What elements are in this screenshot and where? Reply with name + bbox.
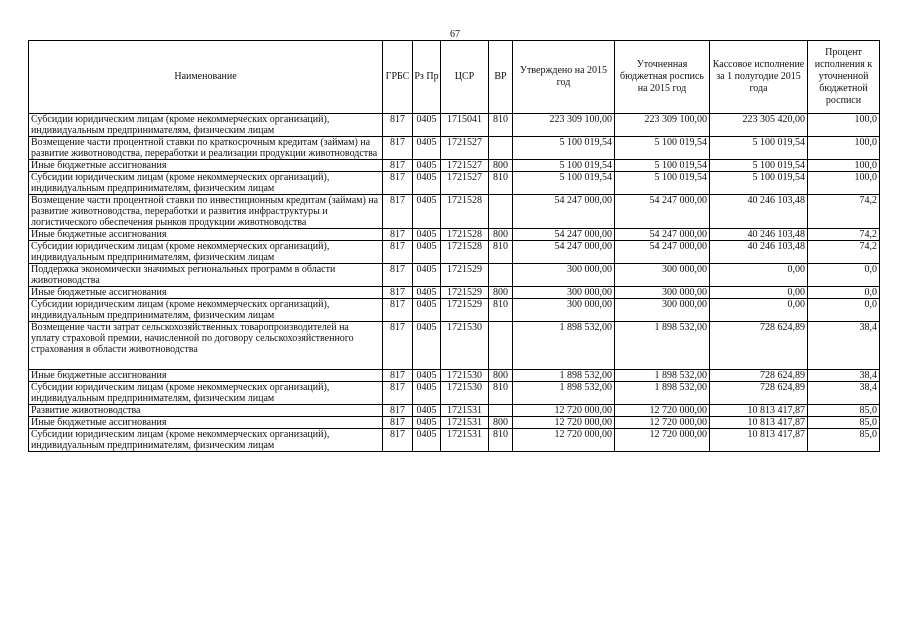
cell-cash: 40 246 103,48 xyxy=(710,195,808,229)
cell-name: Развитие животноводства xyxy=(29,405,383,417)
cell-grbs: 817 xyxy=(383,287,413,299)
cell-name: Поддержка экономически значимых региональных программ в области животноводства xyxy=(29,264,383,287)
table-row xyxy=(29,429,880,452)
cell-vr: 800 xyxy=(489,229,513,241)
cell-percent: 85,0 xyxy=(808,429,880,452)
header-rzpr: Рз Пр xyxy=(413,41,441,114)
cell-rzpr: 0405 xyxy=(413,370,441,382)
cell-csr: 1721530 xyxy=(441,322,489,370)
cell-grbs: 817 xyxy=(383,382,413,405)
table-header-row xyxy=(29,41,880,114)
cell-approved: 300 000,00 xyxy=(513,264,615,287)
cell-csr: 1721528 xyxy=(441,229,489,241)
cell-cash: 728 624,89 xyxy=(710,322,808,370)
cell-cash: 40 246 103,48 xyxy=(710,241,808,264)
cell-percent: 0,0 xyxy=(808,287,880,299)
cell-grbs: 817 xyxy=(383,137,413,160)
table-row xyxy=(29,241,880,264)
cell-rzpr: 0405 xyxy=(413,382,441,405)
cell-percent: 38,4 xyxy=(808,370,880,382)
cell-name: Возмещение части процентной ставки по инвестиционным кредитам (займам) на развитие животноводства, переработки и развития инфраструктуры и логистического обеспечения рынков продукции животноводства xyxy=(29,195,383,229)
cell-vr: 810 xyxy=(489,172,513,195)
cell-rzpr: 0405 xyxy=(413,160,441,172)
cell-refined: 5 100 019,54 xyxy=(615,137,710,160)
cell-refined: 1 898 532,00 xyxy=(615,370,710,382)
header-cash: Кассовое исполнение за 1 полугодие 2015 года xyxy=(710,41,808,114)
cell-grbs: 817 xyxy=(383,370,413,382)
cell-cash: 5 100 019,54 xyxy=(710,160,808,172)
table-row xyxy=(29,160,880,172)
cell-percent: 100,0 xyxy=(808,172,880,195)
cell-csr: 1721528 xyxy=(441,241,489,264)
cell-refined: 223 309 100,00 xyxy=(615,114,710,137)
cell-name: Возмещение части процентной ставки по краткосрочным кредитам (займам) на развитие животноводства, переработки и реализации продукции животноводства xyxy=(29,137,383,160)
cell-grbs: 817 xyxy=(383,114,413,137)
cell-refined: 54 247 000,00 xyxy=(615,195,710,229)
cell-cash: 0,00 xyxy=(710,299,808,322)
cell-approved: 5 100 019,54 xyxy=(513,172,615,195)
cell-approved: 54 247 000,00 xyxy=(513,229,615,241)
cell-name: Иные бюджетные ассигнования xyxy=(29,287,383,299)
cell-rzpr: 0405 xyxy=(413,405,441,417)
cell-refined: 300 000,00 xyxy=(615,299,710,322)
cell-vr: 810 xyxy=(489,241,513,264)
table-row xyxy=(29,229,880,241)
cell-percent: 100,0 xyxy=(808,160,880,172)
header-refined: Уточненная бюджетная роспись на 2015 год xyxy=(615,41,710,114)
cell-vr: 810 xyxy=(489,382,513,405)
cell-approved: 12 720 000,00 xyxy=(513,417,615,429)
cell-name: Возмещение части затрат сельскохозяйственных товаропроизводителей на уплату страховой премии, начисленной по договору сельскохозяйственного страхования в области животноводства xyxy=(29,322,383,370)
cell-approved: 1 898 532,00 xyxy=(513,322,615,370)
cell-rzpr: 0405 xyxy=(413,172,441,195)
cell-csr: 1721531 xyxy=(441,429,489,452)
header-vr: ВР xyxy=(489,41,513,114)
cell-refined: 12 720 000,00 xyxy=(615,417,710,429)
table-row xyxy=(29,114,880,137)
cell-csr: 1721527 xyxy=(441,137,489,160)
cell-rzpr: 0405 xyxy=(413,229,441,241)
cell-approved: 12 720 000,00 xyxy=(513,405,615,417)
cell-csr: 1721531 xyxy=(441,405,489,417)
cell-percent: 74,2 xyxy=(808,229,880,241)
cell-percent: 0,0 xyxy=(808,264,880,287)
cell-approved: 54 247 000,00 xyxy=(513,241,615,264)
cell-refined: 1 898 532,00 xyxy=(615,322,710,370)
cell-csr: 1721529 xyxy=(441,264,489,287)
cell-cash: 0,00 xyxy=(710,264,808,287)
cell-percent: 85,0 xyxy=(808,417,880,429)
cell-cash: 0,00 xyxy=(710,287,808,299)
cell-approved: 12 720 000,00 xyxy=(513,429,615,452)
cell-grbs: 817 xyxy=(383,405,413,417)
table-row xyxy=(29,264,880,287)
cell-csr: 1721529 xyxy=(441,287,489,299)
cell-name: Иные бюджетные ассигнования xyxy=(29,417,383,429)
cell-vr xyxy=(489,137,513,160)
cell-csr: 1721528 xyxy=(441,195,489,229)
cell-grbs: 817 xyxy=(383,299,413,322)
table-row xyxy=(29,382,880,405)
cell-rzpr: 0405 xyxy=(413,241,441,264)
cell-grbs: 817 xyxy=(383,417,413,429)
cell-rzpr: 0405 xyxy=(413,417,441,429)
cell-approved: 1 898 532,00 xyxy=(513,382,615,405)
cell-grbs: 817 xyxy=(383,172,413,195)
cell-refined: 12 720 000,00 xyxy=(615,429,710,452)
cell-percent: 38,4 xyxy=(808,382,880,405)
cell-refined: 5 100 019,54 xyxy=(615,172,710,195)
cell-vr: 800 xyxy=(489,370,513,382)
cell-approved: 5 100 019,54 xyxy=(513,137,615,160)
table-row xyxy=(29,405,880,417)
cell-name: Субсидии юридическим лицам (кроме некоммерческих организаций), индивидуальным предпринимателям, физическим лицам xyxy=(29,429,383,452)
cell-cash: 223 305 420,00 xyxy=(710,114,808,137)
header-percent: Процент исполнения к уточненной бюджетной росписи xyxy=(808,41,880,114)
cell-csr: 1721529 xyxy=(441,299,489,322)
cell-refined: 54 247 000,00 xyxy=(615,241,710,264)
cell-percent: 100,0 xyxy=(808,114,880,137)
cell-grbs: 817 xyxy=(383,322,413,370)
cell-cash: 5 100 019,54 xyxy=(710,137,808,160)
cell-grbs: 817 xyxy=(383,241,413,264)
table-row xyxy=(29,370,880,382)
table-row xyxy=(29,195,880,229)
cell-vr xyxy=(489,405,513,417)
cell-refined: 5 100 019,54 xyxy=(615,160,710,172)
cell-refined: 1 898 532,00 xyxy=(615,382,710,405)
cell-cash: 10 813 417,87 xyxy=(710,417,808,429)
cell-name: Субсидии юридическим лицам (кроме некоммерческих организаций), индивидуальным предпринимателям, физическим лицам xyxy=(29,299,383,322)
cell-rzpr: 0405 xyxy=(413,264,441,287)
cell-rzpr: 0405 xyxy=(413,195,441,229)
cell-rzpr: 0405 xyxy=(413,287,441,299)
cell-name: Иные бюджетные ассигнования xyxy=(29,370,383,382)
table-row xyxy=(29,172,880,195)
header-approved: Утверждено на 2015 год xyxy=(513,41,615,114)
cell-csr: 1721527 xyxy=(441,160,489,172)
cell-grbs: 817 xyxy=(383,229,413,241)
cell-rzpr: 0405 xyxy=(413,322,441,370)
table-row xyxy=(29,417,880,429)
cell-refined: 12 720 000,00 xyxy=(615,405,710,417)
cell-vr: 810 xyxy=(489,429,513,452)
cell-percent: 74,2 xyxy=(808,195,880,229)
cell-vr xyxy=(489,195,513,229)
cell-csr: 1715041 xyxy=(441,114,489,137)
cell-percent: 85,0 xyxy=(808,405,880,417)
cell-cash: 5 100 019,54 xyxy=(710,172,808,195)
cell-cash: 728 624,89 xyxy=(710,370,808,382)
cell-grbs: 817 xyxy=(383,195,413,229)
cell-vr: 800 xyxy=(489,287,513,299)
cell-approved: 300 000,00 xyxy=(513,287,615,299)
cell-name: Субсидии юридическим лицам (кроме некоммерческих организаций), индивидуальным предпринимателям, физическим лицам xyxy=(29,172,383,195)
cell-csr: 1721531 xyxy=(441,417,489,429)
cell-grbs: 817 xyxy=(383,264,413,287)
budget-execution-table xyxy=(28,40,880,452)
cell-vr xyxy=(489,322,513,370)
cell-vr: 810 xyxy=(489,299,513,322)
cell-grbs: 817 xyxy=(383,160,413,172)
cell-cash: 40 246 103,48 xyxy=(710,229,808,241)
cell-csr: 1721530 xyxy=(441,382,489,405)
cell-cash: 10 813 417,87 xyxy=(710,405,808,417)
cell-name: Иные бюджетные ассигнования xyxy=(29,229,383,241)
cell-name: Субсидии юридическим лицам (кроме некоммерческих организаций), индивидуальным предпринимателям, физическим лицам xyxy=(29,241,383,264)
cell-approved: 1 898 532,00 xyxy=(513,370,615,382)
cell-refined: 300 000,00 xyxy=(615,287,710,299)
cell-vr: 800 xyxy=(489,417,513,429)
cell-rzpr: 0405 xyxy=(413,429,441,452)
cell-percent: 74,2 xyxy=(808,241,880,264)
table-row xyxy=(29,137,880,160)
cell-name: Иные бюджетные ассигнования xyxy=(29,160,383,172)
table-body xyxy=(29,114,880,452)
cell-rzpr: 0405 xyxy=(413,114,441,137)
header-name: Наименование xyxy=(29,41,383,114)
cell-csr: 1721530 xyxy=(441,370,489,382)
header-csr: ЦСР xyxy=(441,41,489,114)
cell-vr: 800 xyxy=(489,160,513,172)
cell-name: Субсидии юридическим лицам (кроме некоммерческих организаций), индивидуальным предпринимателям, физическим лицам xyxy=(29,114,383,137)
cell-approved: 5 100 019,54 xyxy=(513,160,615,172)
cell-rzpr: 0405 xyxy=(413,137,441,160)
cell-percent: 38,4 xyxy=(808,322,880,370)
header-grbs: ГРБС xyxy=(383,41,413,114)
cell-approved: 300 000,00 xyxy=(513,299,615,322)
cell-cash: 728 624,89 xyxy=(710,382,808,405)
cell-percent: 0,0 xyxy=(808,299,880,322)
cell-grbs: 817 xyxy=(383,429,413,452)
cell-refined: 300 000,00 xyxy=(615,264,710,287)
cell-vr: 810 xyxy=(489,114,513,137)
cell-csr: 1721527 xyxy=(441,172,489,195)
cell-approved: 54 247 000,00 xyxy=(513,195,615,229)
table-row xyxy=(29,299,880,322)
cell-name: Субсидии юридическим лицам (кроме некоммерческих организаций), индивидуальным предпринимателям, физическим лицам xyxy=(29,382,383,405)
cell-vr xyxy=(489,264,513,287)
cell-approved: 223 309 100,00 xyxy=(513,114,615,137)
cell-percent: 100,0 xyxy=(808,137,880,160)
table-row xyxy=(29,287,880,299)
cell-refined: 54 247 000,00 xyxy=(615,229,710,241)
cell-rzpr: 0405 xyxy=(413,299,441,322)
table-row xyxy=(29,322,880,370)
cell-cash: 10 813 417,87 xyxy=(710,429,808,452)
page-number: 67 xyxy=(450,29,460,40)
